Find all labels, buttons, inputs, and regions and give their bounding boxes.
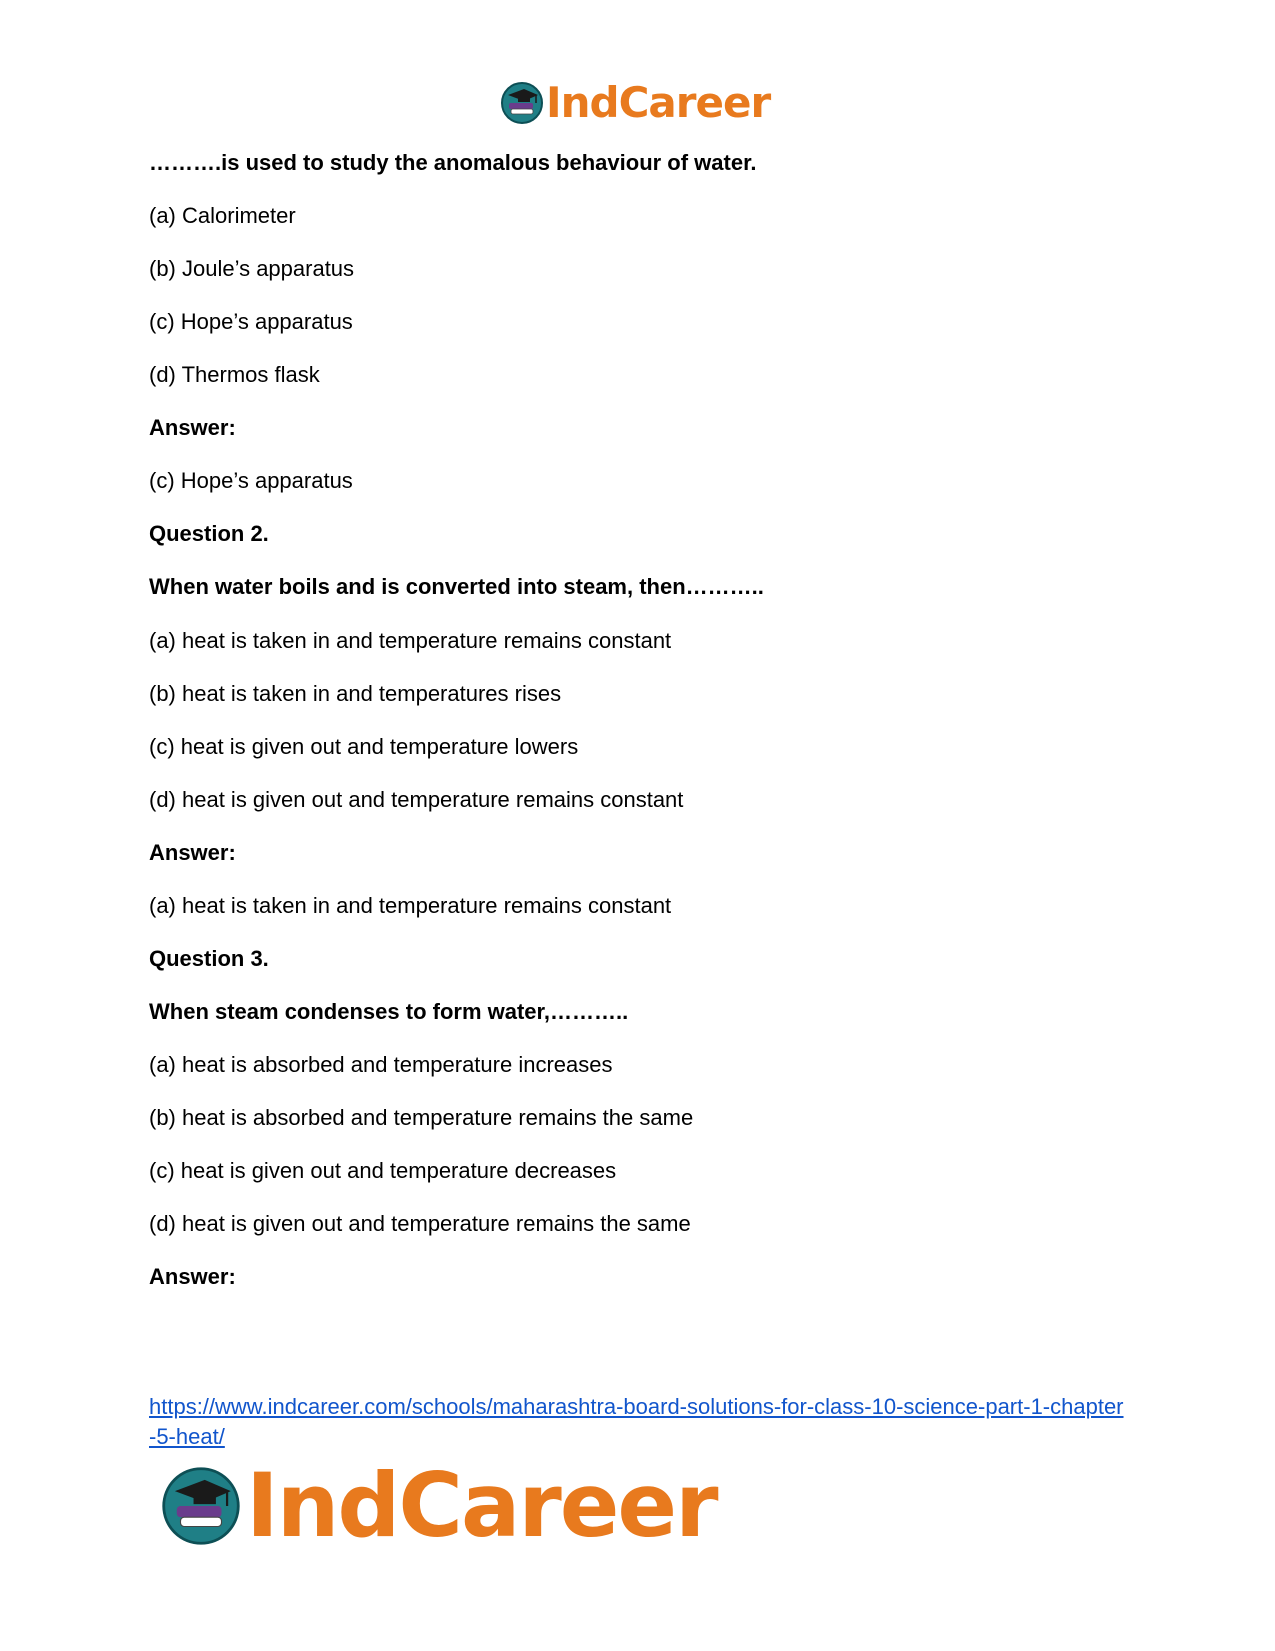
option-text: (c) heat is given out and temperature decreases xyxy=(149,1158,617,1183)
question-1-text: ……….is used to study the anomalous behaviour of water. xyxy=(149,150,757,175)
option-text: (d) heat is given out and temperature remains the same xyxy=(149,1211,691,1236)
option-text: (d) heat is given out and temperature remains constant xyxy=(149,787,684,812)
option-text: (b) heat is absorbed and temperature remains the same xyxy=(149,1105,694,1130)
question-heading: Question 2. xyxy=(149,521,269,546)
answer-text: (c) Hope’s apparatus xyxy=(149,468,353,493)
source-link[interactable]: https://www.indcareer.com/schools/maharashtra-board-solutions-for-class-10-science-part-1-chapter-5-heat/ xyxy=(149,1394,1124,1449)
option-text: (a) Calorimeter xyxy=(149,203,296,228)
header-logo xyxy=(500,80,770,126)
answer-label: Answer: xyxy=(149,415,236,440)
footer-logo-text: IndCareer xyxy=(246,1454,717,1557)
answer-label: Answer: xyxy=(149,840,236,865)
question-2-text: When water boils and is converted into steam, then……….. xyxy=(149,574,764,599)
option-text: (b) heat is taken in and temperatures rises xyxy=(149,681,562,706)
option-text: (b) Joule’s apparatus xyxy=(149,256,355,281)
option-text: (a) heat is taken in and temperature remains constant xyxy=(149,628,672,653)
option-text: (d) Thermos flask xyxy=(149,362,320,387)
option-text: (a) heat is absorbed and temperature increases xyxy=(149,1052,613,1077)
answer-text: (a) heat is taken in and temperature remains constant xyxy=(149,893,672,918)
option-text: (c) heat is given out and temperature lowers xyxy=(149,734,579,759)
header-logo-text: IndCareer xyxy=(546,78,771,127)
footer-logo xyxy=(160,1454,717,1557)
graduation-cap-books-icon xyxy=(500,81,544,125)
question-3-text: When steam condenses to form water,……….. xyxy=(149,999,629,1024)
option-text: (c) Hope’s apparatus xyxy=(149,309,353,334)
answer-label: Answer: xyxy=(149,1264,236,1289)
graduation-cap-books-icon xyxy=(160,1465,242,1547)
question-heading: Question 3. xyxy=(149,946,269,971)
